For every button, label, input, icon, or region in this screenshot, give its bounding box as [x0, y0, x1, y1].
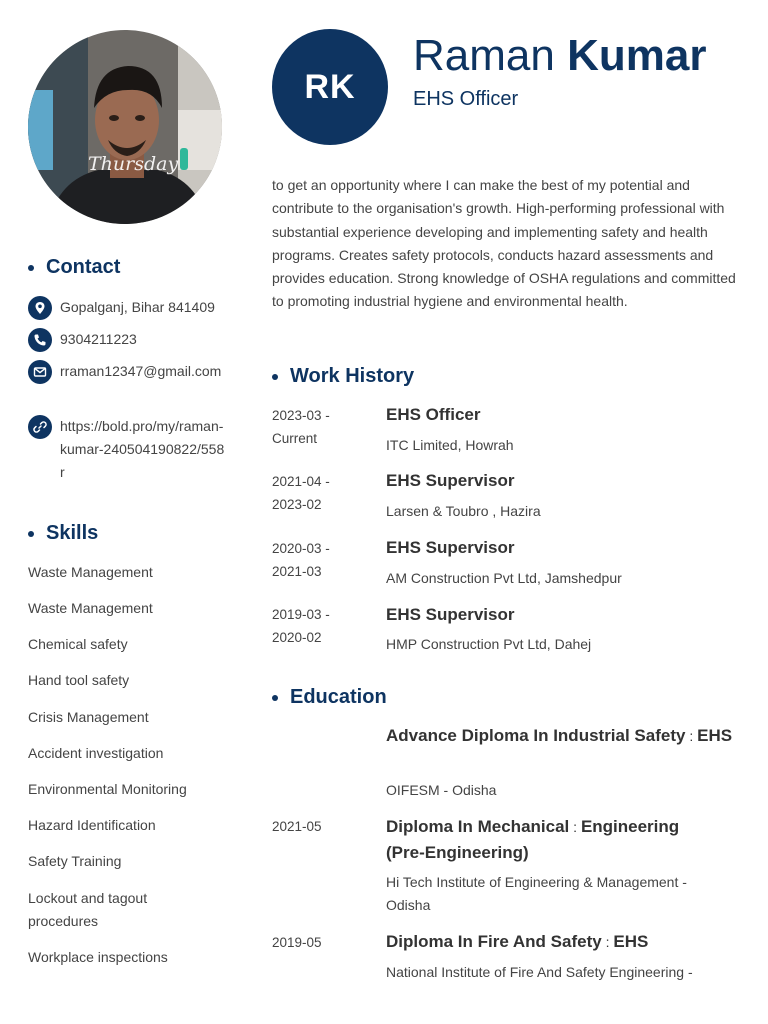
- work-title: EHS Supervisor: [386, 538, 515, 557]
- link-icon: [28, 415, 52, 439]
- work-history-heading: [272, 365, 414, 388]
- education-field: EHS: [613, 932, 649, 951]
- bullet-icon: [28, 265, 34, 271]
- skill-item: Environmental Monitoring: [28, 781, 187, 797]
- work-title: EHS Officer: [386, 405, 481, 424]
- email-icon: [28, 360, 52, 384]
- skill-item: Workplace inspections: [28, 949, 168, 965]
- full-name: [413, 31, 706, 81]
- contact-address-row: [28, 296, 228, 320]
- education-separator: :: [569, 819, 581, 835]
- contact-phone[interactable]: 9304211223: [60, 331, 137, 347]
- contact-heading-text: Contact: [46, 256, 121, 278]
- education-separator: :: [601, 934, 614, 950]
- education-date: 2021-05: [272, 819, 322, 834]
- contact-website-row: [28, 415, 228, 484]
- contact-email[interactable]: rraman12347@gmail.com: [60, 363, 222, 379]
- initials: RK: [304, 67, 356, 106]
- first-name: Raman: [413, 31, 555, 80]
- work-title: EHS Supervisor: [386, 471, 515, 490]
- education-date: 2019-05: [272, 935, 322, 950]
- education-title: [386, 929, 736, 955]
- education-separator: :: [685, 728, 698, 744]
- location-pin-icon: [28, 296, 52, 320]
- work-date: 2021-04 - 2023-02: [272, 474, 330, 512]
- contact-heading: [28, 256, 120, 279]
- contact-email-row: [28, 360, 228, 384]
- skill-item: Safety Training: [28, 853, 122, 869]
- photo-caption: Thursday: [88, 153, 179, 175]
- work-employer: Larsen & Toubro , Hazira: [386, 503, 541, 519]
- initials-badge: [272, 29, 388, 145]
- education-heading: [272, 686, 387, 709]
- skill-item: Accident investigation: [28, 745, 164, 761]
- skill-item: Lockout and tagout procedures: [28, 890, 148, 929]
- education-heading-text: Education: [290, 686, 387, 708]
- education-school: OIFESM - Odisha: [386, 782, 497, 798]
- education-title: [386, 814, 716, 866]
- professional-summary: to get an opportunity where I can make the best of my potential and contribute to the organisation's growth. High-performing professional with substantial experience developing and implementing safety and health programs. Creates safety protocols, conducts hazard assessments and provides education. Strong knowledge of OSHA regulations and committed to promoting industrial hygiene and environmental health.: [272, 177, 736, 310]
- bullet-icon: [28, 531, 34, 537]
- contact-website[interactable]: https://bold.pro/my/raman-kumar-240504190822/558r: [60, 418, 225, 480]
- last-name: Kumar: [567, 31, 707, 80]
- work-employer: ITC Limited, Howrah: [386, 437, 514, 453]
- skill-item: Waste Management: [28, 600, 153, 616]
- work-employer: AM Construction Pvt Ltd, Jamshedpur: [386, 570, 622, 586]
- skill-item: Waste Management: [28, 564, 153, 580]
- work-employer: HMP Construction Pvt Ltd, Dahej: [386, 636, 592, 652]
- bullet-icon: [272, 695, 278, 701]
- work-date: 2019-03 - 2020-02: [272, 607, 330, 645]
- phone-icon: [28, 328, 52, 352]
- profile-photo: [28, 30, 222, 224]
- skill-item: Hazard Identification: [28, 817, 156, 833]
- bullet-icon: [272, 374, 278, 380]
- work-date: 2020-03 - 2021-03: [272, 541, 330, 579]
- work-history-heading-text: Work History: [290, 365, 415, 387]
- contact-phone-row: [28, 328, 228, 352]
- skills-heading: [28, 522, 98, 545]
- work-date: 2023-03 - Current: [272, 408, 330, 446]
- work-title: EHS Supervisor: [386, 605, 515, 624]
- education-degree: Advance Diploma In Industrial Safety: [386, 726, 686, 745]
- education-field: Engineering (Pre-Engineering): [386, 817, 680, 862]
- education-title: [386, 723, 736, 749]
- contact-address: Gopalganj, Bihar 841409: [60, 299, 215, 315]
- skill-item: Hand tool safety: [28, 672, 130, 688]
- skill-item: Chemical safety: [28, 636, 128, 652]
- education-school: National Institute of Fire And Safety Engineering -: [386, 964, 693, 980]
- skill-item: Crisis Management: [28, 709, 149, 725]
- education-degree: Diploma In Fire And Safety: [386, 932, 602, 951]
- education-school: Hi Tech Institute of Engineering & Management - Odisha: [386, 874, 687, 913]
- education-field: EHS: [697, 726, 733, 745]
- skills-heading-text: Skills: [46, 522, 99, 544]
- education-degree: Diploma In Mechanical: [386, 817, 570, 836]
- job-title: EHS Officer: [413, 88, 519, 110]
